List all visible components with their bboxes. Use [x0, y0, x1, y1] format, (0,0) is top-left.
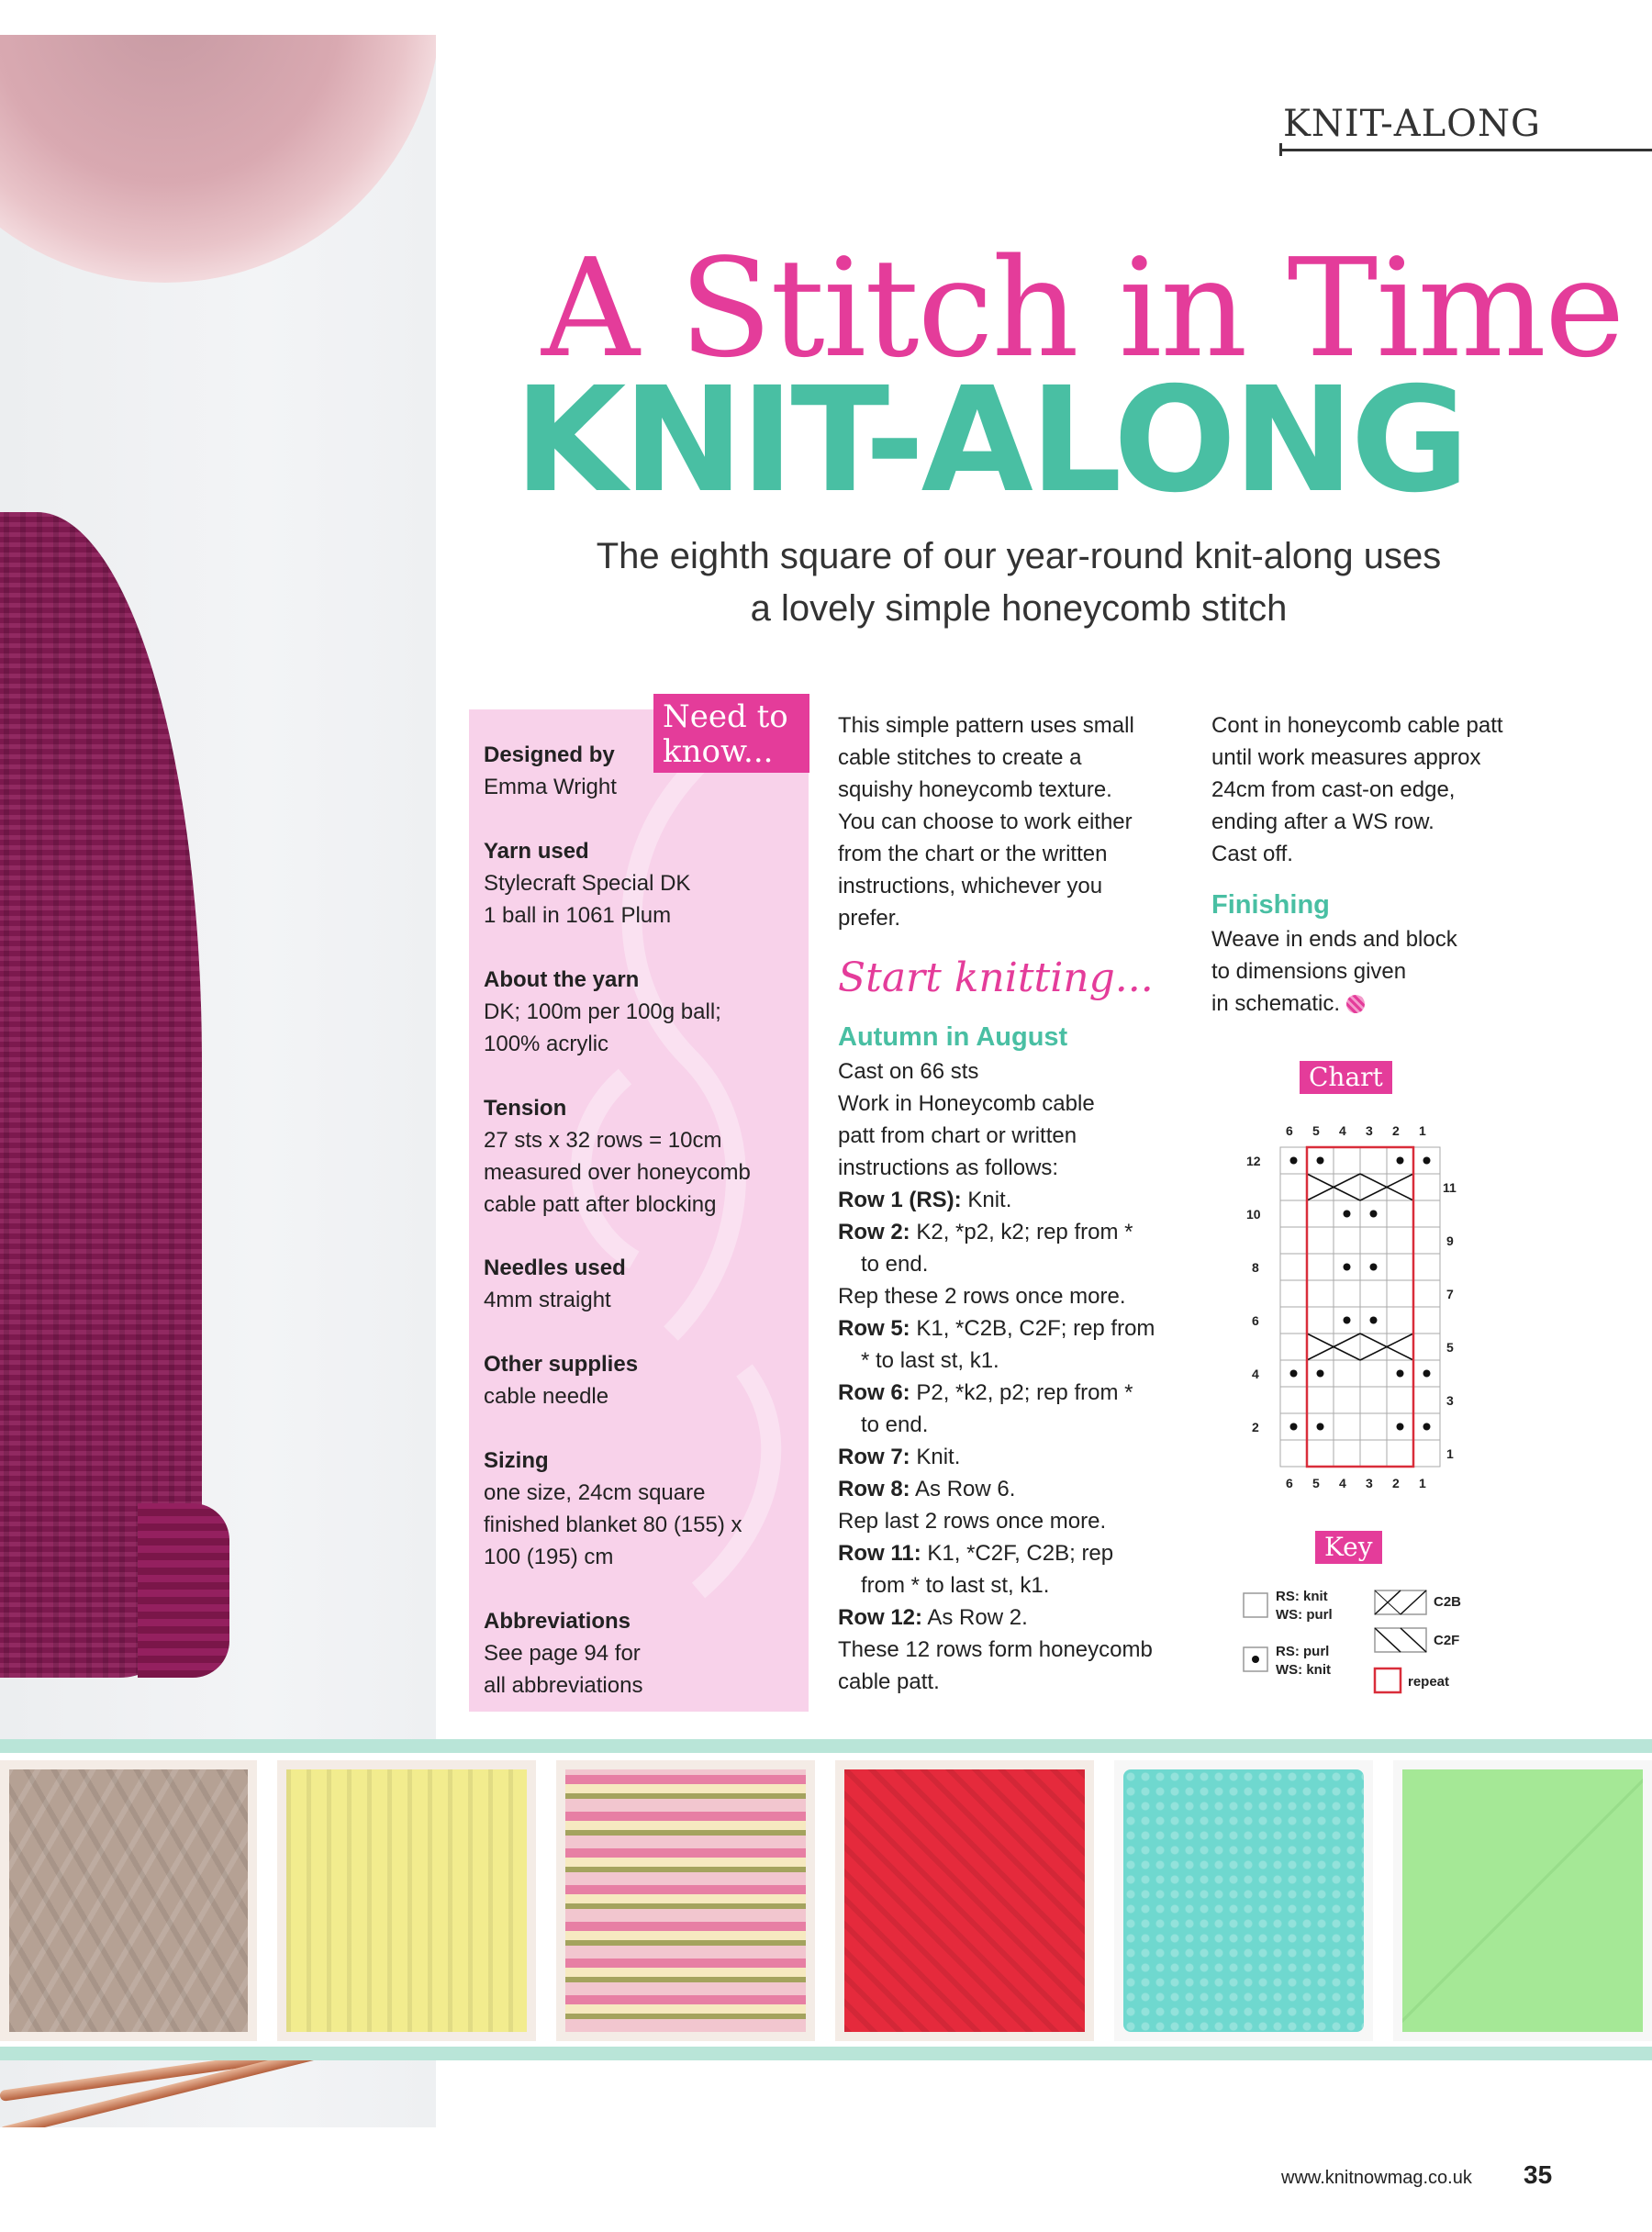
- sidebar-heading: Designed by: [484, 742, 615, 767]
- lace-swatch: [9, 1769, 248, 2032]
- body-text: ending after a WS row.: [1211, 809, 1434, 834]
- body-text: Rep these 2 rows once more.: [838, 1284, 1126, 1309]
- row-label: Row 12:: [838, 1605, 923, 1630]
- chart-col-number: 4: [1339, 1123, 1346, 1138]
- chart-cell: [1334, 1413, 1360, 1440]
- sidebar-heading: Yarn used: [484, 839, 589, 864]
- pattern-row: [838, 1441, 1187, 1473]
- chart-cell: [1413, 1227, 1440, 1254]
- row-label: Row 2:: [838, 1220, 910, 1244]
- row-continuation: to end.: [861, 1252, 929, 1277]
- pattern-row: [838, 1216, 1187, 1248]
- chart-cell: [1413, 1387, 1440, 1413]
- chart-col-number: 6: [1286, 1476, 1293, 1490]
- key-purl-label: [1276, 1643, 1331, 1680]
- yellow-lace-swatch: [286, 1769, 527, 2032]
- purl-stitch-dot: [1370, 1264, 1378, 1271]
- row-text: K1, *C2F, C2B; rep: [921, 1541, 1114, 1566]
- chart-row-number: 11: [1443, 1180, 1457, 1195]
- purl-stitch-dot: [1397, 1423, 1404, 1431]
- repeat-symbol: [1375, 1668, 1401, 1692]
- sidebar-text: See page 94 for: [484, 1641, 641, 1666]
- sidebar-text: one size, 24cm square: [484, 1480, 706, 1505]
- chart-cell: [1334, 1334, 1360, 1360]
- purl-stitch-dot: [1344, 1317, 1351, 1324]
- row-continuation: from * to last st, k1.: [861, 1573, 1050, 1598]
- chart-cell: [1307, 1254, 1334, 1280]
- chart-cell: [1387, 1254, 1413, 1280]
- pattern-row: [838, 1184, 1187, 1216]
- swatch-photo-4: [835, 1760, 1094, 2041]
- chart-cell: [1307, 1174, 1334, 1200]
- chart-cell: [1413, 1174, 1440, 1200]
- swatch-photo-2: [277, 1760, 536, 2041]
- chart-key: [1230, 1531, 1505, 1714]
- key-text: WS: purl: [1276, 1607, 1333, 1623]
- purl-stitch-dot: [1423, 1370, 1431, 1378]
- chart-cell: [1334, 1280, 1360, 1307]
- body-text: instructions as follows:: [838, 1155, 1059, 1180]
- sidebar-heading: Sizing: [484, 1448, 549, 1473]
- body-text: This simple pattern uses small: [838, 713, 1134, 738]
- body-text: cable stitches to create a: [838, 745, 1082, 770]
- chart-row-number: 3: [1446, 1393, 1454, 1408]
- chart-col-number: 1: [1419, 1476, 1426, 1490]
- finishing-column: [1211, 709, 1597, 1020]
- swatch-photo-6: [1393, 1760, 1652, 2041]
- sidebar-designer: [484, 739, 805, 803]
- pattern-row: [838, 1377, 1187, 1409]
- knitted-square-edge: [138, 1503, 229, 1678]
- yarn-ball-icon: [1346, 995, 1365, 1013]
- chart-col-number: 6: [1286, 1123, 1293, 1138]
- chart-cell: [1413, 1440, 1440, 1467]
- chart-cell: [1387, 1280, 1413, 1307]
- sidebar-text: 27 sts x 32 rows = 10cm: [484, 1128, 722, 1153]
- swatch-photo-3: [556, 1760, 815, 2041]
- chart-cell: [1307, 1334, 1334, 1360]
- chart-row-number: 12: [1246, 1154, 1261, 1168]
- body-text: in schematic.: [1211, 991, 1341, 1016]
- chart-row-number: 4: [1252, 1367, 1259, 1381]
- chart-cell: [1360, 1440, 1387, 1467]
- pattern-row: [838, 1312, 1187, 1345]
- chart-cell: [1307, 1227, 1334, 1254]
- chart-cell: [1334, 1227, 1360, 1254]
- purl-stitch-dot: [1290, 1157, 1298, 1165]
- chart-cell: [1307, 1200, 1334, 1227]
- c2f-symbol: [1375, 1628, 1426, 1652]
- sidebar-sizing: [484, 1445, 805, 1573]
- sidebar-text: 1 ball in 1061 Plum: [484, 903, 672, 928]
- body-text: to dimensions given: [1211, 959, 1407, 984]
- chart-cell: [1280, 1334, 1307, 1360]
- key-c2f-label: C2F: [1434, 1633, 1460, 1648]
- purl-stitch-dot: [1397, 1370, 1404, 1378]
- sidebar-text: cable needle: [484, 1384, 609, 1409]
- pattern-row: [838, 1473, 1187, 1505]
- chart-cell: [1387, 1174, 1413, 1200]
- footer-url[interactable]: www.knitnowmag.co.uk: [1281, 2168, 1472, 2188]
- purl-stitch-dot: [1290, 1370, 1298, 1378]
- key-text: RS: purl: [1276, 1644, 1330, 1659]
- chart-cell: [1387, 1387, 1413, 1413]
- sidebar-heading: Needles used: [484, 1256, 626, 1280]
- chart-row-number: 5: [1446, 1340, 1454, 1355]
- row-label: Row 6:: [838, 1380, 910, 1405]
- chart-tag-label: Chart: [1300, 1061, 1392, 1094]
- chart-cell: [1334, 1360, 1360, 1387]
- body-text: Weave in ends and block: [1211, 927, 1457, 952]
- row-continuation: * to last st, k1.: [861, 1348, 999, 1373]
- sidebar-supplies: [484, 1348, 805, 1412]
- purl-stitch-dot: [1423, 1423, 1431, 1431]
- body-text: until work measures approx: [1211, 745, 1481, 770]
- body-text: instructions, whichever you: [838, 874, 1103, 898]
- chart-cell: [1387, 1307, 1413, 1334]
- purl-stitch-dot: [1317, 1157, 1324, 1165]
- chart-row-number: 1: [1446, 1446, 1454, 1461]
- finishing-heading: Finishing: [1211, 890, 1330, 920]
- key-text: WS: knit: [1276, 1662, 1331, 1678]
- chart-col-number: 4: [1339, 1476, 1346, 1490]
- chart-cell: [1387, 1334, 1413, 1360]
- chart-col-number: 2: [1392, 1123, 1400, 1138]
- chart-cell: [1387, 1440, 1413, 1467]
- chart-row-number: 8: [1252, 1260, 1259, 1275]
- purl-stitch-dot: [1370, 1317, 1378, 1324]
- sidebar-text: cable patt after blocking: [484, 1192, 717, 1217]
- body-text: from the chart or the written: [838, 842, 1108, 866]
- section-rule-tick: [1279, 143, 1282, 156]
- chart-cell: [1360, 1174, 1387, 1200]
- row-text: P2, *k2, p2; rep from *: [910, 1380, 1133, 1405]
- chart-row-number: 7: [1446, 1287, 1454, 1301]
- chart-cell: [1360, 1147, 1387, 1174]
- row-text: As Row 6.: [910, 1477, 1016, 1501]
- sidebar-text: 100% acrylic: [484, 1032, 609, 1056]
- sidebar-heading: Abbreviations: [484, 1609, 631, 1634]
- swatch-photo-1: [0, 1760, 257, 2041]
- body-text: patt from chart or written: [838, 1123, 1077, 1148]
- chart-row-number: 10: [1246, 1207, 1261, 1222]
- swatch-photo-5: [1114, 1760, 1373, 2041]
- chart-cell: [1334, 1440, 1360, 1467]
- chart-cell: [1280, 1280, 1307, 1307]
- section-rule: [1279, 149, 1652, 151]
- sidebar-abbreviations: [484, 1605, 805, 1702]
- row-text: Knit.: [961, 1188, 1012, 1212]
- purl-stitch-dot: [1397, 1157, 1404, 1165]
- sidebar-yarn: [484, 835, 805, 932]
- chart-cell: [1360, 1227, 1387, 1254]
- sidebar-text: DK; 100m per 100g ball;: [484, 999, 721, 1024]
- row-label: Row 11:: [838, 1541, 921, 1566]
- pattern-row: [838, 1537, 1187, 1569]
- sidebar-heading: About the yarn: [484, 967, 640, 992]
- chart-row-number: 6: [1252, 1313, 1259, 1328]
- purl-stitch-dot: [1290, 1423, 1298, 1431]
- key-repeat-label: repeat: [1408, 1674, 1450, 1690]
- sidebar-tension: [484, 1092, 805, 1221]
- start-knitting-heading: Start knitting...: [838, 954, 1154, 1001]
- chart-cell: [1413, 1280, 1440, 1307]
- body-text: Cast off.: [1211, 842, 1293, 866]
- chart-cell: [1334, 1174, 1360, 1200]
- sidebar-heading: Other supplies: [484, 1352, 639, 1377]
- body-text: Cast on 66 sts: [838, 1059, 979, 1084]
- chart-col-number: 1: [1419, 1123, 1426, 1138]
- page-number: 35: [1524, 2160, 1553, 2189]
- teal-bobble-swatch: [1123, 1769, 1364, 2032]
- badge-line: know...: [663, 733, 774, 770]
- key-knit-label: [1276, 1588, 1333, 1624]
- row-text: Knit.: [910, 1445, 961, 1469]
- row-label: Row 5:: [838, 1316, 910, 1341]
- chart-cell: [1360, 1387, 1387, 1413]
- key-symbols: [1230, 1531, 1505, 1714]
- key-text: RS: knit: [1276, 1589, 1328, 1604]
- purl-stitch-dot: [1423, 1157, 1431, 1165]
- chart-col-number: 2: [1392, 1476, 1400, 1490]
- row-text: K2, *p2, k2; rep from *: [910, 1220, 1133, 1244]
- sidebar-text: 100 (195) cm: [484, 1545, 614, 1569]
- chart-cell: [1280, 1307, 1307, 1334]
- row-label: Row 1 (RS):: [838, 1188, 962, 1212]
- purl-stitch-dot: [1317, 1370, 1324, 1378]
- key-tag-label: Key: [1315, 1531, 1382, 1564]
- section-label: KNIT-ALONG: [1283, 103, 1541, 145]
- chart-cell: [1334, 1387, 1360, 1413]
- green-diagonal-swatch: [1402, 1769, 1643, 2032]
- title-line-2: KNIT-ALONG: [514, 356, 1467, 525]
- body-text-with-end-mark: [1211, 988, 1597, 1020]
- chart-cell: [1413, 1254, 1440, 1280]
- standfirst-line: The eighth square of our year-round knit-along uses: [596, 536, 1442, 576]
- chart-cell: [1413, 1200, 1440, 1227]
- chart-cell: [1360, 1413, 1387, 1440]
- sidebar-needles: [484, 1252, 805, 1316]
- chart-cell: [1387, 1200, 1413, 1227]
- knitting-needles-image: [0, 2063, 436, 2127]
- chart-cell: [1360, 1280, 1387, 1307]
- row-label: Row 8:: [838, 1477, 910, 1501]
- row-label: Row 7:: [838, 1445, 910, 1469]
- row-text: K1, *C2B, C2F; rep from: [910, 1316, 1155, 1341]
- body-text: cable patt.: [838, 1669, 940, 1694]
- standfirst-line: a lovely simple honeycomb stitch: [750, 588, 1288, 629]
- sidebar-text: Emma Wright: [484, 775, 617, 799]
- chart-row-number: 2: [1252, 1420, 1259, 1434]
- chart-grid: [1230, 1055, 1505, 1496]
- chart-col-number: 5: [1312, 1123, 1320, 1138]
- purl-stitch-dot: [1344, 1211, 1351, 1218]
- sidebar-text: finished blanket 80 (155) x: [484, 1512, 742, 1537]
- chart-cell: [1307, 1440, 1334, 1467]
- chart-cell: [1307, 1387, 1334, 1413]
- c2b-symbol: [1375, 1590, 1426, 1614]
- purl-stitch-dot: [1370, 1211, 1378, 1218]
- chart-cell: [1280, 1200, 1307, 1227]
- chart-cell: [1307, 1280, 1334, 1307]
- row-text: As Row 2.: [922, 1605, 1028, 1630]
- chart-cell: [1280, 1174, 1307, 1200]
- body-text: Work in Honeycomb cable: [838, 1091, 1095, 1116]
- sidebar-heading: Tension: [484, 1096, 567, 1121]
- pattern-row: [838, 1601, 1187, 1634]
- sidebar-text: all abbreviations: [484, 1673, 643, 1698]
- chart-cell: [1280, 1227, 1307, 1254]
- chart-cell: [1360, 1360, 1387, 1387]
- chart-cell: [1360, 1334, 1387, 1360]
- row-continuation: to end.: [861, 1412, 929, 1437]
- body-text: These 12 rows form honeycomb: [838, 1637, 1153, 1662]
- sidebar-about-yarn: [484, 964, 805, 1060]
- key-c2b-label: C2B: [1434, 1594, 1462, 1610]
- chart-cell: [1280, 1254, 1307, 1280]
- chart-row-number: 9: [1446, 1233, 1454, 1248]
- body-text: 24cm from cast-on edge,: [1211, 777, 1456, 802]
- body-text: prefer.: [838, 906, 901, 931]
- knit-symbol: [1244, 1593, 1267, 1617]
- standfirst: [514, 530, 1524, 635]
- pattern-heading: Autumn in August: [838, 1022, 1068, 1052]
- chart-cell: [1280, 1440, 1307, 1467]
- pattern-column: [838, 709, 1187, 1698]
- purl-stitch-dot: [1344, 1264, 1351, 1271]
- purl-stitch-dot: [1317, 1423, 1324, 1431]
- fairisle-swatch: [565, 1769, 806, 2032]
- sidebar-text: measured over honeycomb: [484, 1160, 751, 1185]
- chart-cell: [1387, 1227, 1413, 1254]
- chart-cell: [1280, 1387, 1307, 1413]
- red-swatch: [844, 1769, 1085, 2032]
- sidebar-text: Stylecraft Special DK: [484, 871, 691, 896]
- chart-cell: [1413, 1307, 1440, 1334]
- title-line-1: A Stitch in Time: [541, 229, 1624, 387]
- honeycomb-chart: [1230, 1055, 1505, 1496]
- sidebar-text: 4mm straight: [484, 1288, 611, 1312]
- chart-cell: [1334, 1147, 1360, 1174]
- chart-col-number: 3: [1366, 1123, 1373, 1138]
- body-text: squishy honeycomb texture.: [838, 777, 1112, 802]
- body-text: You can choose to work either: [838, 809, 1133, 834]
- body-text: Rep last 2 rows once more.: [838, 1509, 1107, 1534]
- chart-cell: [1413, 1334, 1440, 1360]
- purl-dot: [1252, 1656, 1259, 1663]
- chart-col-number: 5: [1312, 1476, 1320, 1490]
- chart-col-number: 3: [1366, 1476, 1373, 1490]
- chart-cell: [1307, 1307, 1334, 1334]
- badge-line: Need to: [663, 698, 788, 735]
- body-text: Cont in honeycomb cable patt: [1211, 713, 1503, 738]
